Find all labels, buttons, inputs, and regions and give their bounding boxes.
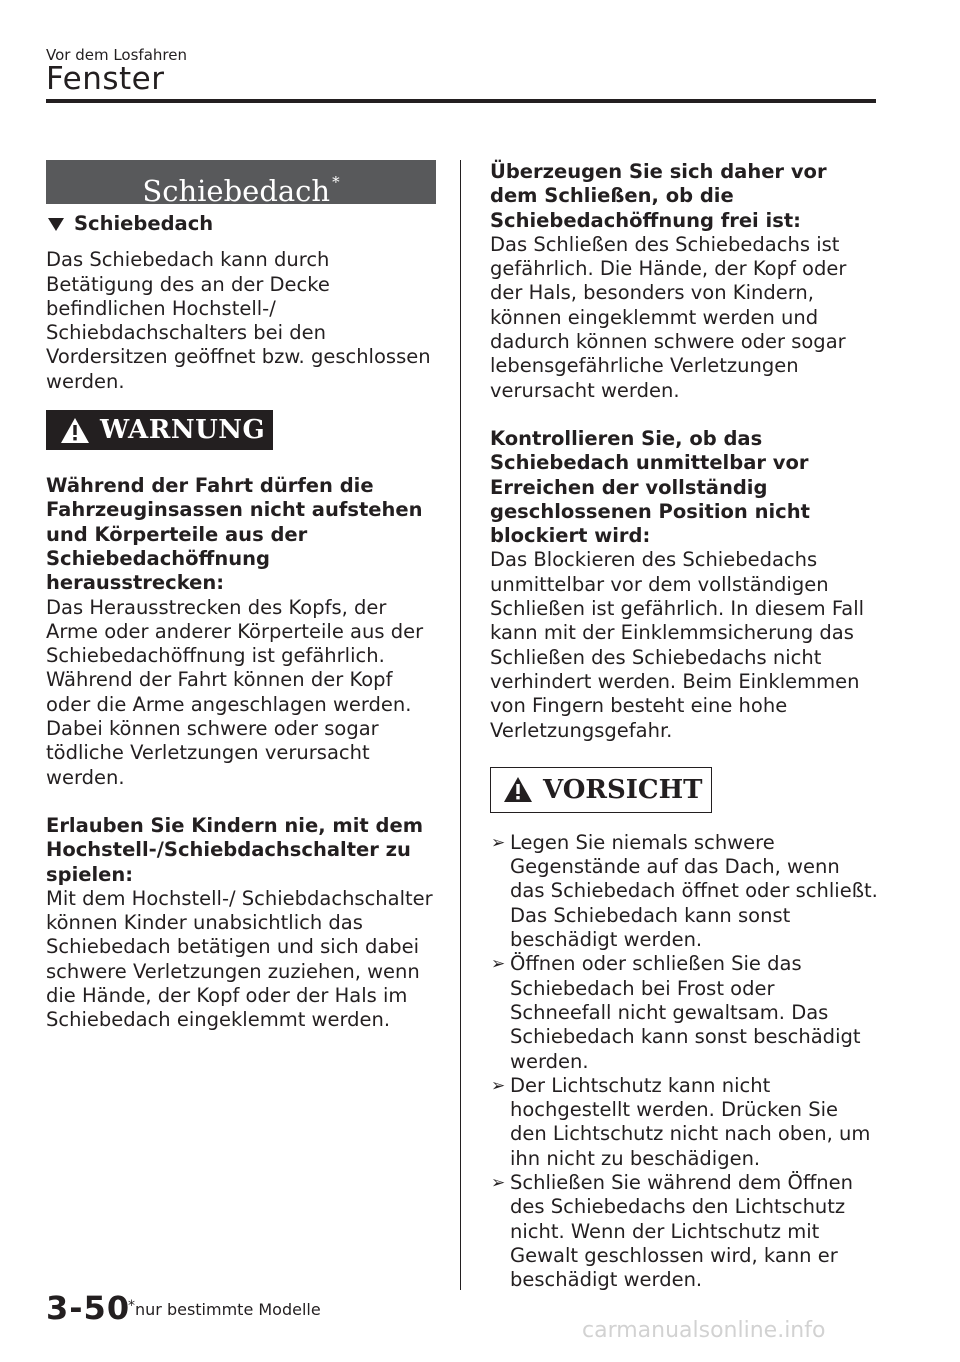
page-title: Fenster — [46, 61, 165, 97]
watermark: carmanualsonline.info — [582, 1318, 826, 1343]
arrow-bullet-icon: ➢ — [491, 954, 506, 975]
subheading-label: Schiebedach — [74, 212, 214, 235]
subheading — [46, 212, 436, 236]
caution-text: Der Lichtschutz kann nicht hochgestellt werden. Drücken Sie den Lichtschutz nicht nach oben, um ihn nicht zu beschädigen. — [510, 1073, 871, 1170]
section-title-mark: * — [332, 173, 340, 191]
page-number: 3-50 — [46, 1289, 131, 1327]
list-item — [490, 1074, 880, 1171]
left-column — [46, 160, 436, 1033]
warning-heading: Erlauben Sie Kindern nie, mit dem Hochstell-/Schiebdachschalter zu spielen: — [46, 813, 424, 886]
caution-text: Öffnen oder schließen Sie das Schiebedach bei Frost oder Schneefall nicht gewaltsam. Das Schiebedach kann sonst beschädigt werden. — [510, 952, 861, 1073]
warning-heading: Kontrollieren Sie, ob das Schiebedach unmittelbar vor Erreichen der vollständig geschlossenen Position nicht blockiert wird: — [490, 426, 810, 548]
list-item — [490, 1171, 880, 1292]
chapter-label: Vor dem Losfahren — [46, 46, 187, 64]
arrow-bullet-icon: ➢ — [491, 832, 506, 853]
footnote — [128, 1300, 321, 1321]
right-column — [490, 160, 880, 1292]
warning-icon — [60, 417, 90, 444]
warning-badge — [46, 410, 273, 450]
column-divider — [460, 160, 461, 1290]
intro-text: Das Schiebedach kann durch Betätigung des an der Decke befindlichen Hochstell-/ Schiebdachschalters bei den Vordersitzen geöffnet bzw. geschlossen werden. — [46, 248, 431, 393]
caution-badge — [490, 767, 712, 813]
section-title: Schiebedach — [142, 174, 331, 208]
header-rule — [46, 99, 876, 103]
warning-label: WARNUNG — [100, 414, 266, 445]
caution-icon — [503, 776, 533, 803]
warning-heading: Überzeugen Sie sich daher vor dem Schließen, ob die Schiebedachöffnung frei ist: — [490, 160, 827, 232]
arrow-bullet-icon: ➢ — [491, 1075, 506, 1096]
warning-body: Das Schließen des Schiebedachs ist gefährlich. Die Hände, der Kopf oder der Hals, besonders von Kindern, können eingeklemmt werden und dadurch können schwere oder sogar lebensgefährliche Verletzungen verursacht werden. — [490, 232, 847, 402]
caution-list — [490, 831, 880, 1293]
warning-body: Das Blockieren des Schiebedachs unmittelbar vor dem vollständigen Schließen ist gefährlich. In diesem Fall kann mit der Einklemmsicherung das Schließen des Schiebedachs nicht verhindert werden. Beim Einklemmen von Fingern besteht eine hohe Verletzungsgefahr. — [490, 548, 865, 742]
list-item — [490, 831, 880, 952]
caution-text: Schließen Sie während dem Öffnen des Schiebedachs den Lichtschutz nicht. Wenn der Lichtschutz mit Gewalt geschlossen wird, kann er beschädigt werden. — [510, 1170, 853, 1292]
triangle-down-icon — [48, 218, 64, 231]
list-item — [490, 952, 880, 1073]
warning-heading: Während der Fahrt dürfen die Fahrzeuginsassen nicht aufstehen und Körperteile aus der Schiebedachöffnung herausstrecken: — [46, 474, 423, 595]
footnote-mark: * — [128, 1298, 135, 1314]
caution-label: VORSICHT — [543, 774, 703, 805]
footnote-text: nur bestimmte Modelle — [135, 1300, 321, 1319]
arrow-bullet-icon: ➢ — [491, 1172, 506, 1193]
section-title-bar — [46, 160, 436, 208]
warning-body: Mit dem Hochstell-/ Schiebdachschalter können Kinder unabsichtlich das Schiebedach betätigen und sich dabei schwere Verletzungen zuziehen, wenn die Hände, der Kopf oder der Hals im Schiebedach eingeklemmt werden. — [46, 886, 433, 1032]
caution-text: Legen Sie niemals schwere Gegenstände auf das Dach, wenn das Schiebedach öffnet oder schließt. Das Schiebedach kann sonst beschädigt werden. — [510, 830, 878, 952]
warning-body: Das Herausstrecken des Kopfs, der Arme oder anderer Körperteile aus der Schiebedachöffnung ist gefährlich. Während der Fahrt können der Kopf oder die Arme angeschlagen werden. Dabei können schwere oder sogar tödliche Verletzungen verursacht werden. — [46, 595, 424, 789]
